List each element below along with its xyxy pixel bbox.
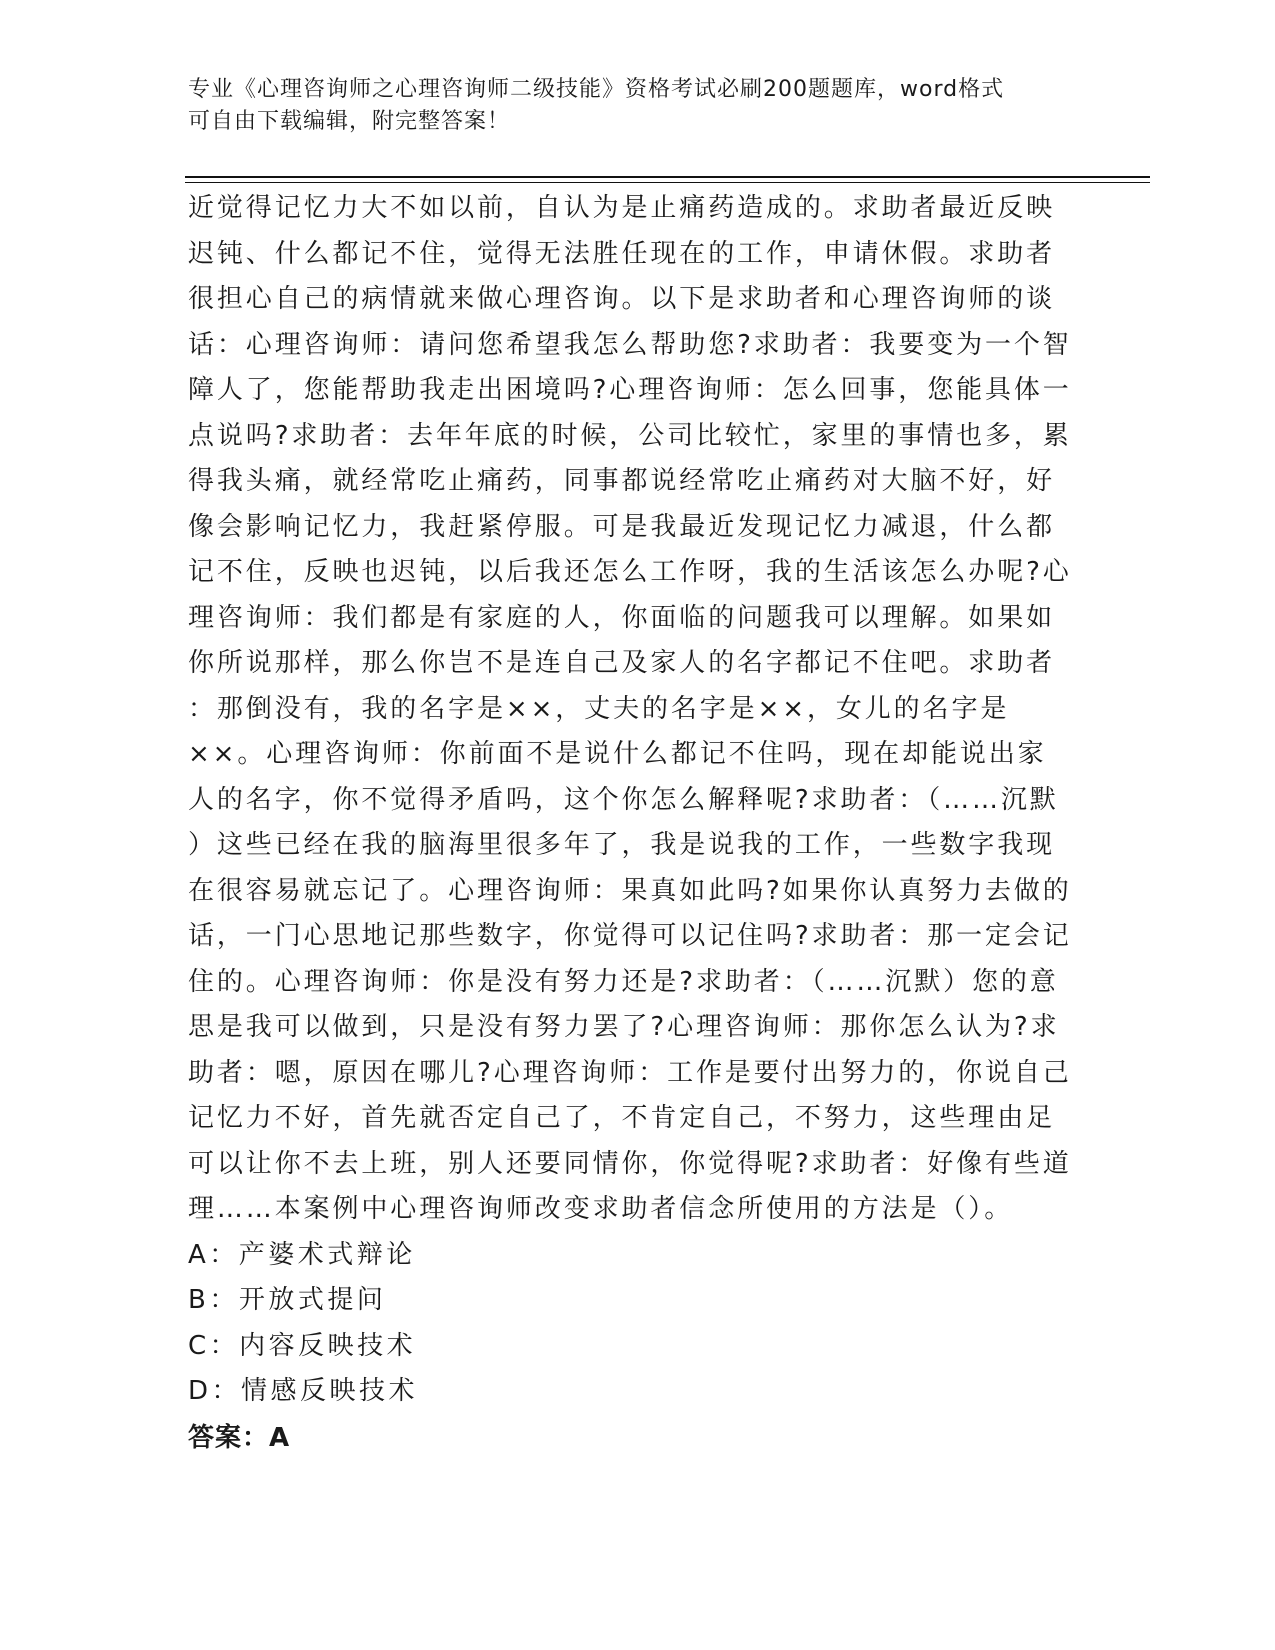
- question-line: 话：心理咨询师：请问您希望我怎么帮助您?求助者：我要变为一个智: [188, 329, 1072, 360]
- question-line: 你所说那样，那么你岂不是连自己及家人的名字都记不住吧。求助者: [188, 648, 1056, 678]
- question-line: 很担心自己的病情就来做心理咨询。以下是求助者和心理咨询师的谈: [188, 284, 1056, 314]
- option-d: D：情感反映技术: [188, 1376, 419, 1406]
- question-line: 记不住，反映也迟钝，以后我还怎么工作呀，我的生活该怎么办呢?心: [188, 557, 1072, 587]
- header-title-line-2: 可自由下载编辑，附完整答案！: [188, 109, 511, 134]
- question-line: 记忆力不好，首先就否定自己了，不肯定自己，不努力，这些理由足: [188, 1103, 1056, 1133]
- question-line: 理咨询师：我们都是有家庭的人，你面临的问题我可以理解。如果如: [188, 602, 1056, 633]
- page-header: [188, 74, 1068, 138]
- question-line: ：那倒没有，我的名字是××，丈夫的名字是××，女儿的名字是: [188, 693, 1010, 724]
- header-divider-thin: [185, 182, 1150, 183]
- question-line: 得我头痛，就经常吃止痛药，同事都说经常吃止痛药对大脑不好，好: [188, 466, 1056, 496]
- question-body: [188, 186, 1072, 1461]
- question-line: 思是我可以做到，只是没有努力罢了?心理咨询师：那你怎么认为?求: [188, 1012, 1060, 1042]
- question-line: 可以让你不去上班，别人还要同情你，你觉得呢?求助者：好像有些道: [188, 1148, 1072, 1179]
- question-line: 助者：嗯，原因在哪儿?心理咨询师：工作是要付出努力的，你说自己: [188, 1057, 1072, 1088]
- question-line: 在很容易就忘记了。心理咨询师：果真如此吗?如果你认真努力去做的: [188, 875, 1072, 906]
- question-line: 住的。心理咨询师：你是没有努力还是?求助者：（……沉默）您的意: [188, 966, 1059, 997]
- header-divider: [185, 176, 1150, 178]
- question-line: 点说吗?求助者：去年年底的时候，公司比较忙，家里的事情也多，累: [188, 420, 1072, 451]
- question-line: 话，一门心思地记那些数字，你觉得可以记住吗?求助者：那一定会记: [188, 921, 1072, 951]
- question-line: 理……本案例中心理咨询师改变求助者信念所使用的方法是（）。: [188, 1194, 1014, 1224]
- option-c: C：内容反映技术: [188, 1330, 417, 1361]
- question-line: ）这些已经在我的脑海里很多年了，我是说我的工作，一些数字我现: [188, 830, 1056, 860]
- option-a: A：产婆术式辩论: [188, 1239, 416, 1270]
- question-line: 迟钝、什么都记不住，觉得无法胜任现在的工作，申请休假。求助者: [188, 238, 1056, 269]
- question-line: 障人了，您能帮助我走出困境吗?心理咨询师：怎么回事，您能具体一: [188, 375, 1072, 405]
- question-line: 近觉得记忆力大不如以前，自认为是止痛药造成的。求助者最近反映: [188, 193, 1056, 223]
- header-title-line-1: 专业《心理咨询师之心理咨询师二级技能》资格考试必刷200题题库，word格式: [188, 77, 1005, 102]
- question-line: 像会影响记忆力，我赶紧停服。可是我最近发现记忆力减退，什么都: [188, 511, 1056, 542]
- question-line: 人的名字，你不觉得矛盾吗，这个你怎么解释呢?求助者：（……沉默: [188, 784, 1059, 815]
- question-line: ××。心理咨询师：你前面不是说什么都记不住吗，现在却能说出家: [188, 739, 1047, 769]
- answer-label: 答案：A: [188, 1422, 291, 1453]
- option-b: B：开放式提问: [188, 1285, 387, 1315]
